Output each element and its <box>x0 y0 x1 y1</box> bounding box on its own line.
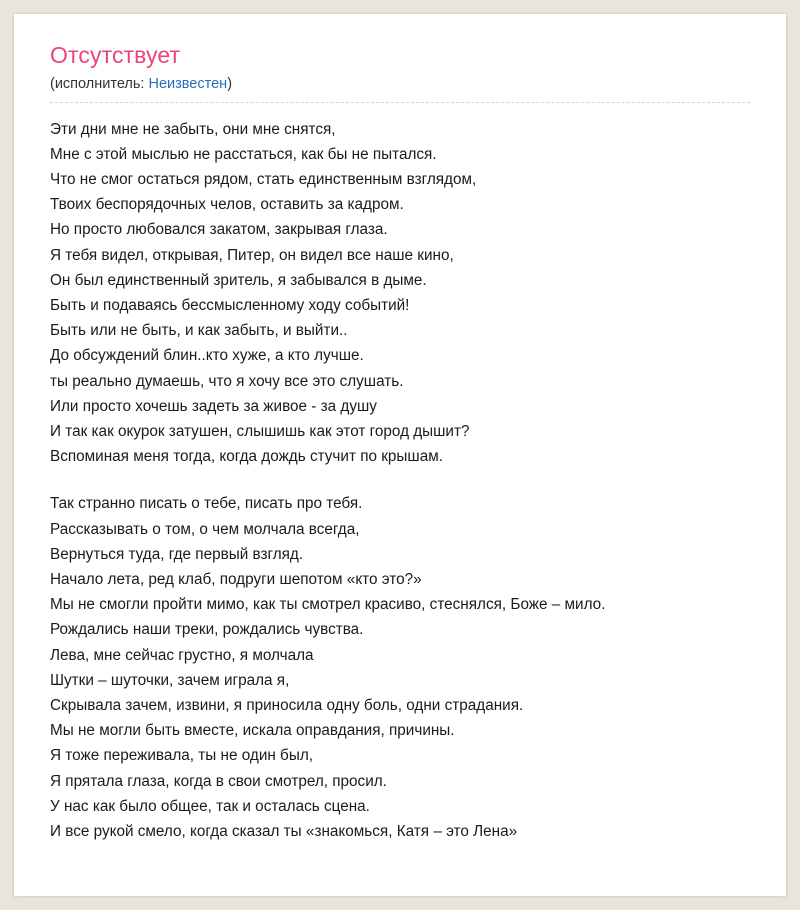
lyrics-page-sheet <box>14 14 786 896</box>
lyrics-line: Вспоминая меня тогда, когда дождь стучит по крышам. <box>50 448 443 466</box>
lyrics-body <box>50 117 750 845</box>
lyrics-line: Быть или не быть, и как забыть, и выйти.. <box>50 322 348 340</box>
lyrics-line: Мы не смогли пройти мимо, как ты смотрел красиво, стеснялся, Боже – мило. <box>50 596 606 614</box>
lyrics-line: Твоих беспорядочных челов, оставить за кадром. <box>50 196 404 214</box>
lyrics-line: Лева, мне сейчас грустно, я молчала <box>50 646 314 664</box>
lyrics-line: Или просто хочешь задеть за живое - за душу <box>50 397 377 415</box>
lyrics-line: Шутки – шуточки, зачем играла я, <box>50 671 290 689</box>
lyrics-line: Мне с этой мыслью не расстаться, как бы не пытался. <box>50 145 437 163</box>
artist-prefix-label: (исполнитель: <box>50 75 145 92</box>
lyrics-line: Я прятала глаза, когда в свои смотрел, просил. <box>50 772 387 790</box>
artist-line <box>50 76 750 92</box>
lyrics-line: Скрывала зачем, извини, я приносила одну боль, одни страдания. <box>50 697 524 715</box>
page-title: Отсутствует <box>50 42 181 68</box>
lyrics-line: Рождались наши треки, рождались чувства. <box>50 621 364 639</box>
lyrics-line: Что не смог остаться рядом, стать единственным взглядом, <box>50 171 477 188</box>
lyrics-line: Мы не могли быть вместе, искала оправдания, причины. <box>50 722 455 740</box>
lyrics-line: У нас как было общее, так и осталась сцена. <box>50 797 370 815</box>
lyrics-line: Так странно писать о тебе, писать про тебя. <box>50 495 363 513</box>
lyrics-line: Начало лета, ред клаб, подруги шепотом «кто это?» <box>50 571 422 589</box>
lyrics-line: И все рукой смело, когда сказал ты «знакомься, Катя – это Лена» <box>50 823 518 841</box>
lyrics-line: Я тебя видел, открывая, Питер, он видел все наше кино, <box>50 246 454 264</box>
lyrics-line: Эти дни мне не забыть, они мне снятся, <box>50 120 336 138</box>
artist-suffix-label: ) <box>227 75 233 92</box>
lyrics-line: Вернуться туда, где первый взгляд. <box>50 545 304 563</box>
lyrics-line: Он был единственный зритель, я забывался в дыме. <box>50 271 427 289</box>
lyrics-line: Но просто любовался закатом, закрывая глаза. <box>50 221 388 239</box>
divider <box>50 102 750 103</box>
lyrics-line: И так как окурок затушен, слышишь как этот город дышит? <box>50 423 470 441</box>
page-content <box>14 14 786 844</box>
lyrics-stanza <box>50 117 750 470</box>
lyrics-line: Быть и подаваясь бессмысленному ходу событий! <box>50 297 410 315</box>
lyrics-stanza <box>50 491 750 844</box>
artist-link[interactable]: Неизвестен <box>148 75 228 92</box>
lyrics-line: Рассказывать о том, о чем молчала всегда, <box>50 520 360 538</box>
lyrics-line: До обсуждений блин..кто хуже, а кто лучше. <box>50 347 364 365</box>
lyrics-line: ты реально думаешь, что я хочу все это слушать. <box>50 372 404 390</box>
lyrics-line: Я тоже переживала, ты не один был, <box>50 747 313 765</box>
